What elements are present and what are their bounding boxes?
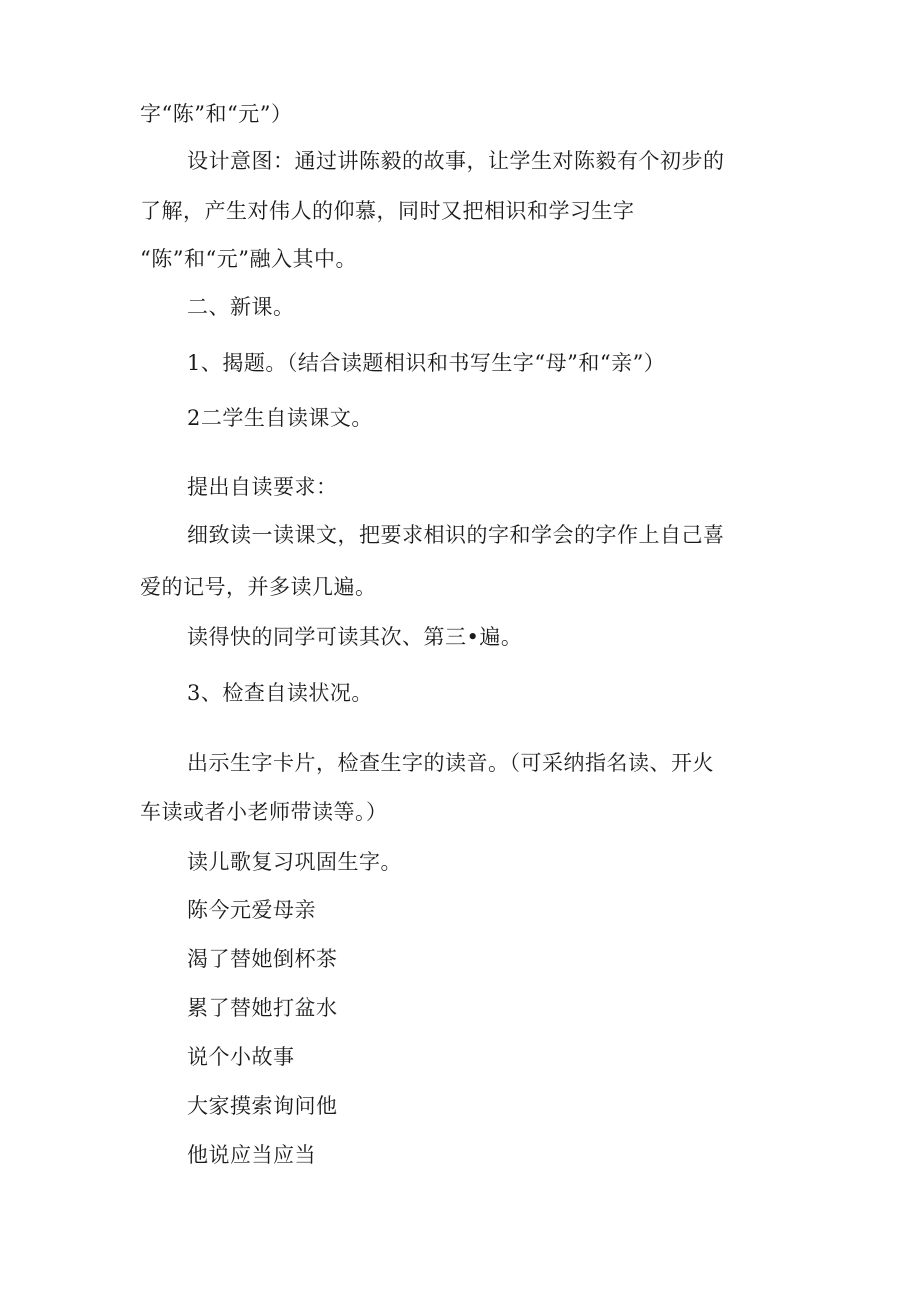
text-line: 字“陈”和“元”） — [140, 102, 293, 126]
text-line: 读得快的同学可读其次、第三•遍。 — [187, 625, 523, 649]
text-line: 了解，产生对伟人的仰慕，同时又把相识和学习生字 — [140, 199, 635, 223]
poem-line: 累了替她打盆水 — [187, 996, 338, 1020]
poem-line: 他说应当应当 — [187, 1143, 316, 1167]
text-line: 爱的记号，并多读几遍。 — [140, 575, 377, 599]
text-line: 细致读一读课文，把要求相识的字和学会的字作上自己喜 — [187, 523, 725, 547]
text-line: 出示生字卡片，检查生字的读音。（可采纳指名读、开火 — [187, 751, 714, 775]
text-line: “陈”和“元”融入其中。 — [140, 247, 357, 271]
list-item: 3、检查自读状况。 — [187, 681, 373, 705]
text-line: 提出自读要求： — [187, 475, 338, 499]
poem-line: 陈今元爱母亲 — [187, 898, 316, 922]
poem-line: 大家摸索询问他 — [187, 1094, 338, 1118]
text-line: 读儿歌复习巩固生字。 — [187, 850, 402, 874]
text-line: 车读或者小老师带读等。） — [140, 800, 388, 824]
poem-line: 说个小故事 — [187, 1045, 295, 1069]
list-item: 2二学生自读课文。 — [187, 406, 373, 430]
text-line: 设计意图：通过讲陈毅的故事，让学生对陈毅有个初步的 — [187, 149, 725, 173]
section-heading: 二、新课。 — [187, 295, 295, 319]
list-item: 1、揭题。（结合读题相识和书写生字“母”和“亲”） — [187, 351, 666, 375]
poem-line: 渴了替她倒杯茶 — [187, 947, 338, 971]
